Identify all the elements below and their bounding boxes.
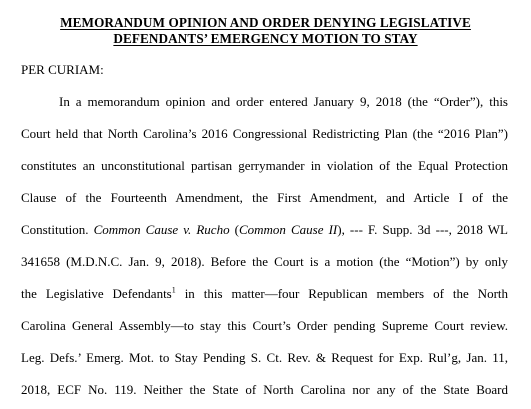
body-line-3: constitutes an unconstitutional partisan gerrymander in violation of the Equal Protection (21, 158, 508, 173)
body-line-7-rest: in this matter—four Republican members of the North (175, 286, 509, 301)
body-line-5-paren: ( (229, 222, 239, 237)
body-line-5 (21, 222, 508, 238)
footnote-marker[interactable]: 1 (171, 285, 176, 295)
case-short-name: Common Cause II (238, 222, 338, 237)
body-line-2: Court held that North Carolina’s 2016 Congressional Redistricting Plan (the “2016 Plan”) (21, 126, 508, 141)
body-line-8: Carolina General Assembly—to stay this Court’s Order pending Supreme Court review. (21, 318, 508, 333)
body-line-6: 341658 (M.D.N.C. Jan. 9, 2018). Before the Court is a motion (the “Motion”) by only (21, 254, 508, 269)
document-title-line-1: MEMORANDUM OPINION AND ORDER DENYING LEGISLATIVE (60, 15, 471, 30)
body-line-4: Clause of the Fourteenth Amendment, the First Amendment, and Article I of the (21, 190, 508, 205)
body-line-5-citation: ), --- F. Supp. 3d ---, 2018 WL (337, 222, 508, 237)
body-line-7 (21, 286, 508, 302)
body-line-1: In a memorandum opinion and order entered January 9, 2018 (the “Order”), this (59, 94, 508, 109)
body-line-5-text: Constitution. (21, 222, 94, 237)
body-line-7-text: the Legislative Defendants (21, 286, 172, 301)
per-curiam-heading: PER CURIAM: (21, 62, 104, 77)
document-title-line-2: DEFENDANTS’ EMERGENCY MOTION TO STAY (113, 31, 418, 46)
body-line-10: 2018, ECF No. 119. Neither the State of North Carolina nor any of the State Board (21, 382, 508, 397)
case-name-citation: Common Cause v. Rucho (93, 222, 230, 237)
body-line-9: Leg. Defs.’ Emerg. Mot. to Stay Pending S. Ct. Rev. & Request for Exp. Rul’g, Jan. 11, (21, 350, 508, 365)
